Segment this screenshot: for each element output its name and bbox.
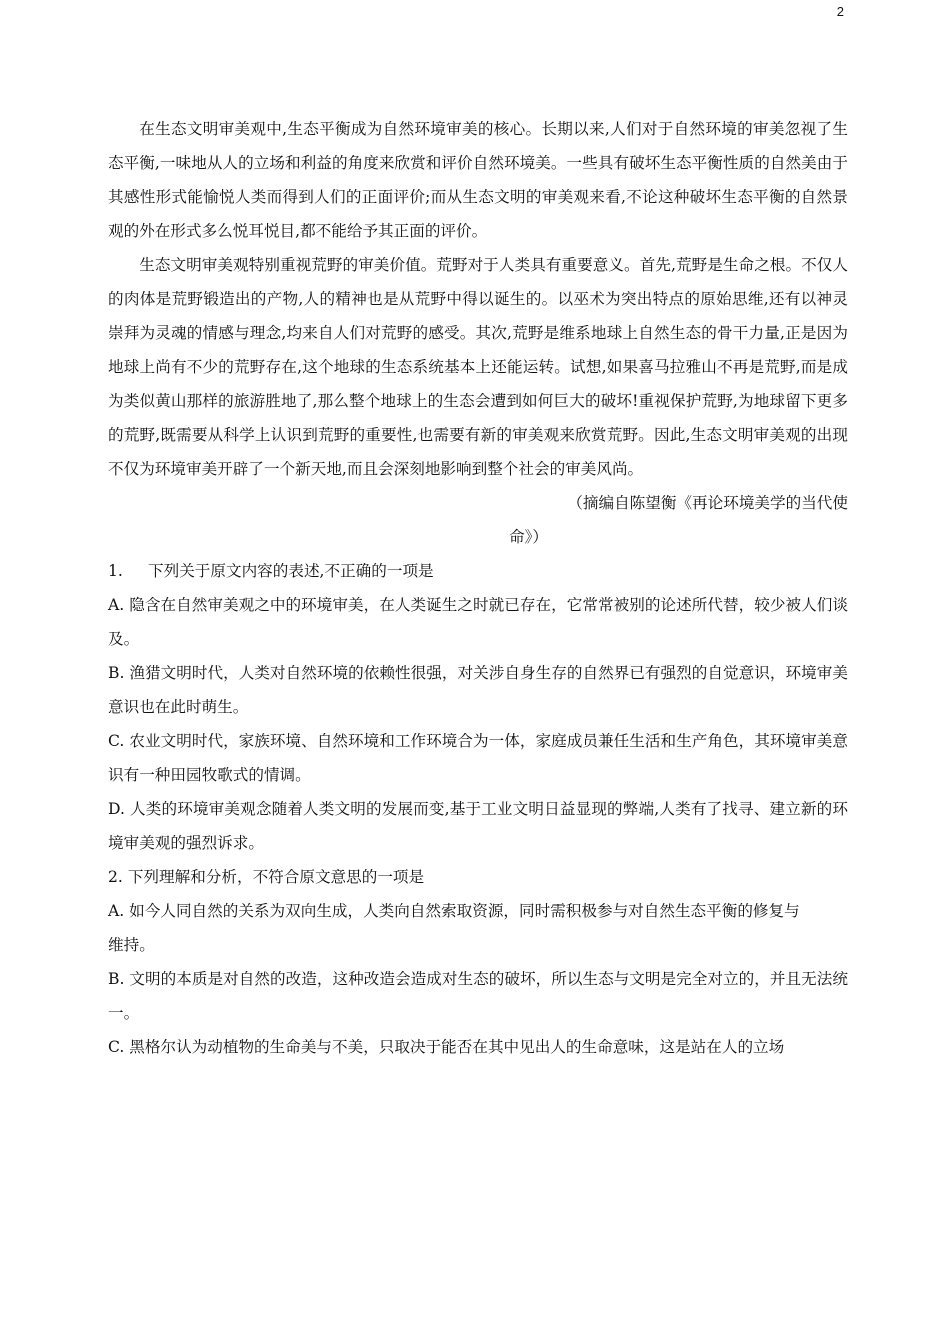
question-1-option-b: B. 渔猎文明时代，人类对自然环境的依赖性很强，对关涉自身生存的自然界已有强烈的自觉意识，环境审美意识也在此时萌生。	[108, 664, 848, 716]
source-citation-continued	[108, 520, 848, 554]
question-1-stem	[108, 554, 848, 588]
question-2-stem: 2. 下列理解和分析，不符合原文意思的一项是	[108, 868, 425, 886]
source-citation-line-2: 命》）	[509, 528, 548, 546]
question-1-number: 1.	[108, 562, 123, 580]
document-body	[108, 112, 848, 1064]
source-citation	[108, 486, 848, 520]
paragraph-1: 在生态文明审美观中,生态平衡成为自然环境审美的核心。长期以来,人们对于自然环境的审美忽视了生态平衡,一味地从人的立场和利益的角度来欣赏和评价自然环境美。一些具有破坏生态平衡性质的自然美由于其感性形式能愉悦人类而得到人们的正面评价;而从生态文明的审美观来看,不论这种破坏生态平衡的自然景观的外在形式多么悦耳悦目,都不能给予其正面的评价。	[108, 120, 848, 240]
question-1-option-d: D. 人类的环境审美观念随着人类文明的发展而变,基于工业文明日益显现的弊端,人类有了找寻、建立新的环境审美观的强烈诉求。	[108, 800, 848, 852]
question-2-option-a	[108, 894, 848, 962]
question-1-text: 下列关于原文内容的表述,不正确的一项是	[148, 562, 434, 580]
question-2-option-a-line-2: 维持。	[108, 936, 155, 954]
question-1-option-a: A. 隐含在自然审美观之中的环境审美，在人类诞生之时就已存在，它常常被别的论述所代替，较少被人们谈及。	[108, 596, 848, 648]
question-2-option-c: C. 黑格尔认为动植物的生命美与不美，只取决于能否在其中见出人的生命意味，这是站在人的立场	[108, 1038, 785, 1056]
source-citation-line-1: （摘编自陈望衡《再论环境美学的当代使	[567, 494, 848, 512]
question-2-option-a-line-1: A. 如今人同自然的关系为双向生成，人类向自然索取资源，同时需积极参与对自然生态平衡的修复与	[108, 902, 800, 920]
question-2-option-b: B. 文明的本质是对自然的改造，这种改造会造成对生态的破坏，所以生态与文明是完全对立的，并且无法统一。	[108, 970, 848, 1022]
page-number: 2	[836, 4, 844, 19]
paragraph-2: 生态文明审美观特别重视荒野的审美价值。荒野对于人类具有重要意义。首先,荒野是生命之根。不仅人的肉体是荒野锻造出的产物,人的精神也是从荒野中得以诞生的。以巫术为突出特点的原始思维,还有以神灵崇拜为灵魂的情感与理念,均来自人们对荒野的感受。其次,荒野是维系地球上自然生态的骨干力量,正是因为地球上尚有不少的荒野存在,这个地球的生态系统基本上还能运转。试想,如果喜马拉雅山不再是荒野,而是成为类似黄山那样的旅游胜地了,那么整个地球上的生态会遭到如何巨大的破坏!重视保护荒野,为地球留下更多的荒野,既需要从科学上认识到荒野的重要性,也需要有新的审美观来欣赏荒野。因此,生态文明审美观的出现不仅为环境审美开辟了一个新天地,而且会深刻地影响到整个社会的审美风尚。	[108, 256, 848, 478]
question-1-option-c: C. 农业文明时代，家族环境、自然环境和工作环境合为一体，家庭成员兼任生活和生产角色，其环境审美意识有一种田园牧歌式的情调。	[108, 732, 848, 784]
